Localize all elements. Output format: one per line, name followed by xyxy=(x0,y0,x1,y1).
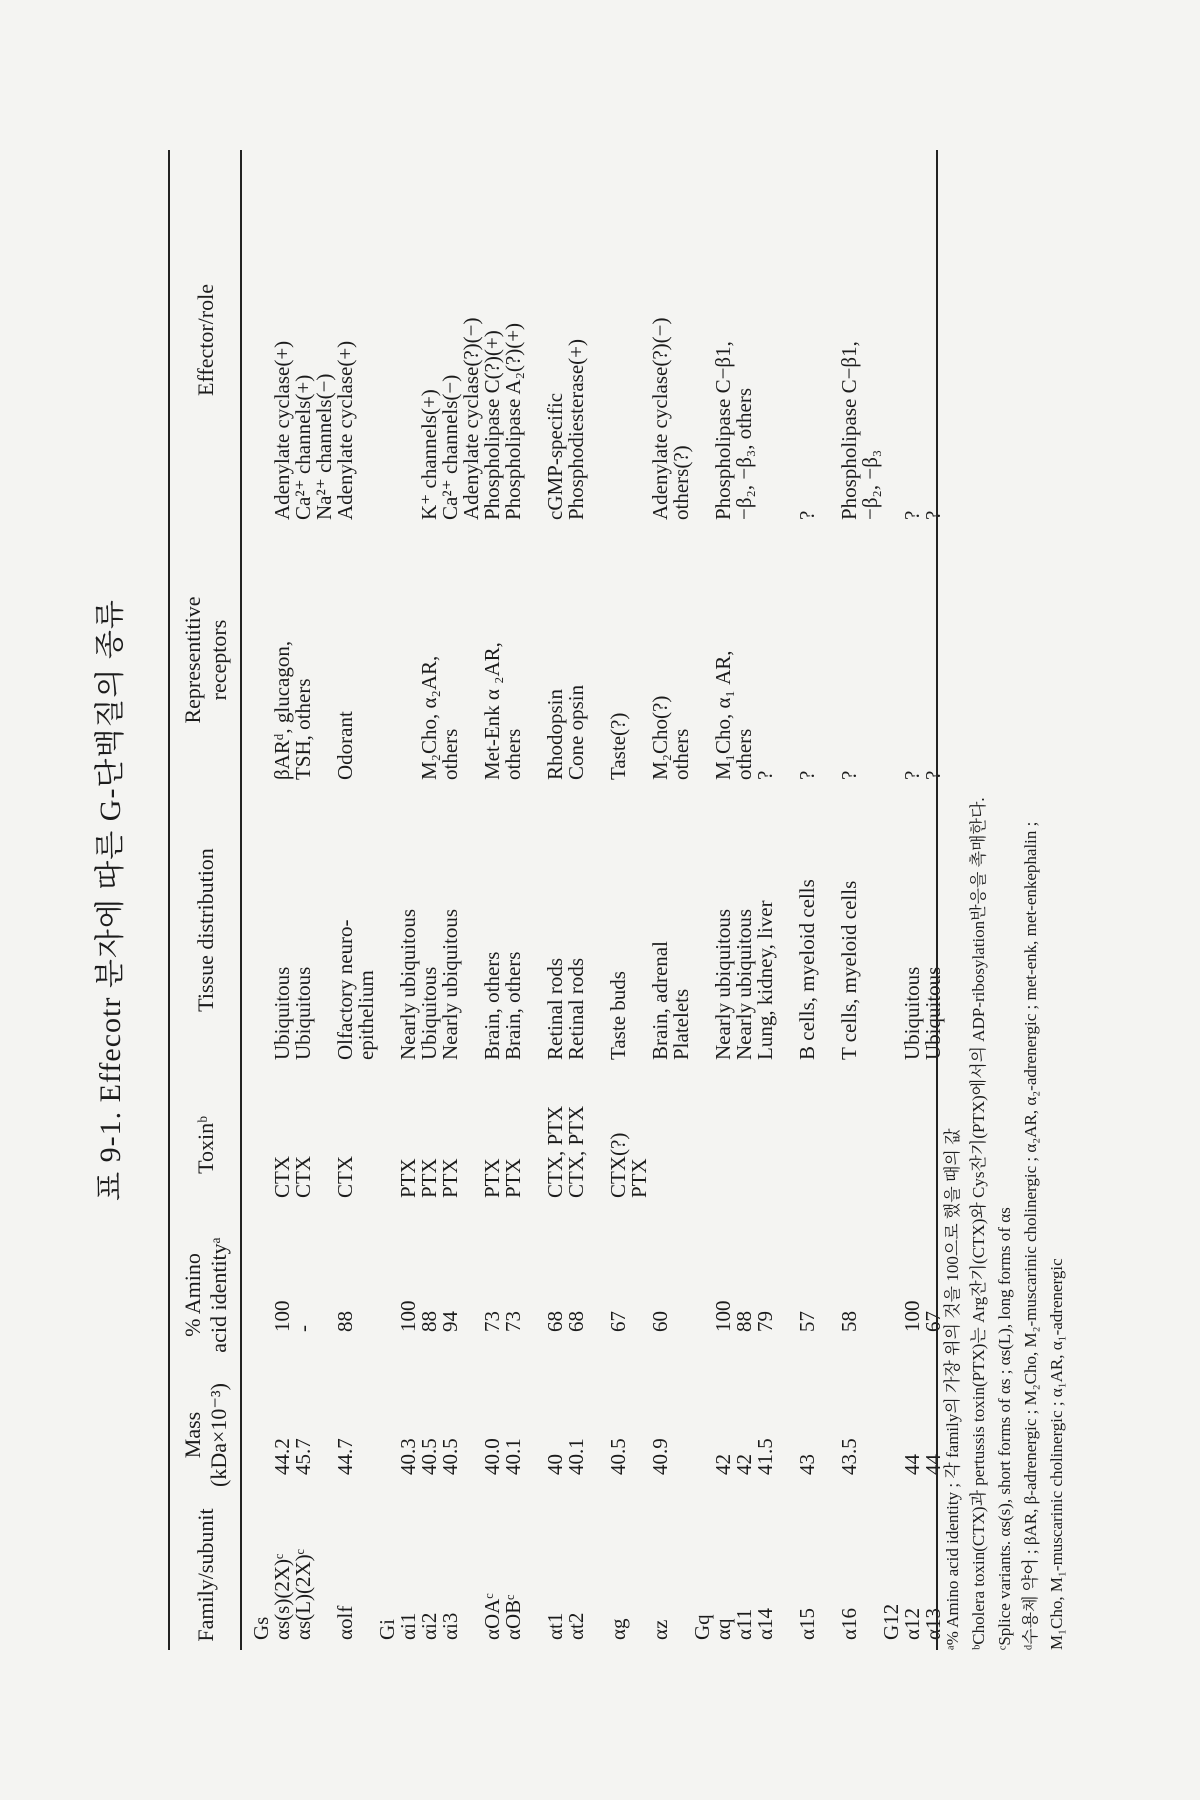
cell-mass: 44 xyxy=(900,1454,924,1475)
cell-effector: Phospholipase C−β1, xyxy=(837,341,861,520)
cell-identity: 88 xyxy=(732,1311,756,1332)
cell-toxin: CTX xyxy=(333,1156,357,1198)
cell-receptors: others xyxy=(438,728,462,780)
cell-tissue: Ubiquitous xyxy=(417,966,441,1060)
cell-family: α11 xyxy=(732,1608,756,1640)
cell-tissue: Ubiquitous xyxy=(921,966,945,1060)
cell-effector: −β₂, −β₃ xyxy=(858,449,882,520)
cell-family: αi3 xyxy=(438,1612,462,1640)
cell-toxin: CTX, PTX xyxy=(564,1105,588,1198)
cell-identity: - xyxy=(291,1325,315,1332)
cell-tissue: B cells, myeloid cells xyxy=(795,879,819,1060)
cell-receptors: ? xyxy=(837,770,861,780)
cell-receptors: Taste(?) xyxy=(606,712,630,780)
cell-identity: 68 xyxy=(543,1311,567,1332)
cell-mass: 40.0 xyxy=(480,1438,504,1475)
rotated-table-block xyxy=(80,150,1080,1650)
cell-effector: others(?) xyxy=(669,445,693,520)
cell-family: α14 xyxy=(753,1607,777,1640)
header-receptors-line2: receptors xyxy=(206,619,231,701)
cell-identity: 67 xyxy=(606,1311,630,1332)
cell-identity: 88 xyxy=(333,1311,357,1332)
cell-effector: Phospholipase C−β1, xyxy=(711,341,735,520)
cell-tissue: Nearly ubiquitous xyxy=(711,908,735,1060)
cell-tissue: Ubiquitous xyxy=(270,966,294,1060)
cell-toxin: CTX, PTX xyxy=(543,1105,567,1198)
cell-identity: 88 xyxy=(417,1311,441,1332)
cell-family: Gs xyxy=(249,1616,273,1640)
cell-tissue: Ubiquitous xyxy=(900,966,924,1060)
cell-receptors: βARᵈ, glucagon, xyxy=(270,640,294,780)
cell-mass: 44.2 xyxy=(270,1438,294,1475)
cell-toxin: CTX xyxy=(291,1156,315,1198)
cell-effector: ? xyxy=(900,510,924,520)
cell-tissue: Nearly ubiquitous xyxy=(396,908,420,1060)
header-amino-line1: % Amino xyxy=(180,1253,205,1337)
cell-effector: −β₂, −β₃, others xyxy=(732,387,756,520)
table-caption: 표 9-1. Effecotr 분자에 따른 G-단백질의 종류 xyxy=(94,599,127,1201)
cell-receptors: Met-Enk α ₂AR, xyxy=(480,642,504,780)
header-effector: Effector/role xyxy=(193,284,218,396)
cell-family: αq xyxy=(711,1618,735,1640)
cell-receptors: ? xyxy=(795,770,819,780)
cell-identity: 100 xyxy=(270,1300,294,1332)
header-amino xyxy=(180,1220,232,1370)
cell-effector: Na²⁺ channels(−) xyxy=(312,373,336,520)
cell-effector: ? xyxy=(795,510,819,520)
cell-family: αOAᶜ xyxy=(480,1593,504,1640)
cell-receptors: others xyxy=(669,728,693,780)
cell-mass: 42 xyxy=(711,1454,735,1475)
cell-toxin: PTX xyxy=(438,1158,462,1198)
cell-mass: 40.3 xyxy=(396,1438,420,1475)
header-mass-line1: Mass xyxy=(180,1411,205,1459)
cell-family: α13 xyxy=(921,1607,945,1640)
header-tissue: Tissue distribution xyxy=(193,848,218,1012)
header-amino-line2: acid identityᵃ xyxy=(206,1237,231,1353)
cell-family: α16 xyxy=(837,1607,861,1640)
cell-receptors: ? xyxy=(900,770,924,780)
cell-family: αs(s)(2X)ᶜ xyxy=(270,1553,294,1640)
cell-identity: 73 xyxy=(480,1311,504,1332)
cell-family: Gi xyxy=(375,1619,399,1640)
footnote-b: ᵇCholera toxin(CTX)과 pertussis toxin(PTX)는 Arg잔기(CTX)와 Cys잔기(PTX)에서의 ADP-ribosylation반응을 촉매한다. xyxy=(969,797,988,1650)
cell-toxin: PTX xyxy=(627,1158,651,1198)
cell-tissue: Brain, adrenal xyxy=(648,941,672,1060)
cell-mass: 40.9 xyxy=(648,1438,672,1475)
cell-tissue: Lung, kidney, liver xyxy=(753,900,777,1060)
bottom-rule xyxy=(936,150,938,1650)
cell-mass: 44 xyxy=(921,1454,945,1475)
cell-identity: 94 xyxy=(438,1311,462,1332)
header-family: Family/subunit xyxy=(193,1508,218,1642)
cell-identity: 79 xyxy=(753,1311,777,1332)
cell-toxin: CTX(?) xyxy=(606,1132,630,1198)
cell-family: α15 xyxy=(795,1607,819,1640)
cell-identity: 68 xyxy=(564,1311,588,1332)
cell-receptors: Rhodopsin xyxy=(543,688,567,780)
footnote-c: ᶜSplice variants. αs(s), short forms of αs ; αs(L), long forms of αs xyxy=(995,1207,1014,1650)
cell-family: αs(L)(2X)ᶜ xyxy=(291,1548,315,1640)
header-toxin: Toxinᵇ xyxy=(193,1116,218,1174)
cell-tissue: Nearly ubiquitous xyxy=(732,908,756,1060)
cell-receptors: Odorant xyxy=(333,711,357,780)
cell-mass: 45.7 xyxy=(291,1438,315,1475)
cell-effector: ? xyxy=(921,510,945,520)
cell-identity: 67 xyxy=(921,1311,945,1332)
cell-effector: Adenylate cyclase(+) xyxy=(270,340,294,520)
cell-receptors: M₂Cho, α₂AR, xyxy=(417,655,441,780)
cell-identity: 100 xyxy=(900,1300,924,1332)
cell-mass: 40.1 xyxy=(564,1438,588,1475)
cell-effector: Ca²⁺ channels(+) xyxy=(291,374,315,520)
cell-tissue: epithelium xyxy=(354,970,378,1060)
cell-family: αt2 xyxy=(564,1612,588,1640)
cell-family: αi2 xyxy=(417,1612,441,1640)
cell-mass: 40.5 xyxy=(606,1438,630,1475)
cell-tissue: Ubiquitous xyxy=(291,966,315,1060)
cell-effector: Adenylate cyclase(?)(−) xyxy=(648,317,672,520)
cell-identity: 58 xyxy=(837,1311,861,1332)
cell-receptors: others xyxy=(501,728,525,780)
cell-effector: Phospholipase C(?)(+) xyxy=(480,330,504,520)
cell-receptors: M₁Cho, α₁ AR, xyxy=(711,650,735,780)
header-mass xyxy=(180,1370,232,1500)
cell-family: αolf xyxy=(333,1605,357,1640)
cell-tissue: T cells, myeloid cells xyxy=(837,880,861,1060)
cell-effector: cGMP-specific xyxy=(543,392,567,520)
cell-family: αi1 xyxy=(396,1612,420,1640)
cell-family: αg xyxy=(606,1618,630,1640)
cell-effector: Phospholipase A₂(?)(+) xyxy=(501,322,525,520)
cell-family: αz xyxy=(648,1619,672,1640)
cell-mass: 40.5 xyxy=(417,1438,441,1475)
cell-identity: 73 xyxy=(501,1311,525,1332)
cell-tissue: Brain, others xyxy=(480,951,504,1060)
cell-tissue: Brain, others xyxy=(501,951,525,1060)
cell-mass: 40.1 xyxy=(501,1438,525,1475)
cell-tissue: Retinal rods xyxy=(543,957,567,1060)
cell-family: Gq xyxy=(690,1614,714,1640)
cell-mass: 44.7 xyxy=(333,1438,357,1475)
cell-toxin: PTX xyxy=(480,1158,504,1198)
cell-toxin: PTX xyxy=(396,1158,420,1198)
cell-family: α12 xyxy=(900,1607,924,1640)
cell-effector: K⁺ channels(+) xyxy=(417,389,441,520)
cell-identity: 100 xyxy=(396,1300,420,1332)
cell-toxin: PTX xyxy=(417,1158,441,1198)
cell-tissue: Retinal rods xyxy=(564,957,588,1060)
cell-receptors: Cone opsin xyxy=(564,684,588,780)
cell-tissue: Platelets xyxy=(669,988,693,1060)
header-receptors-line1: Representitive xyxy=(180,596,205,724)
cell-tissue: Taste buds xyxy=(606,971,630,1060)
cell-family: αOBᶜ xyxy=(501,1594,525,1640)
cell-family: G12 xyxy=(879,1603,903,1640)
cell-mass: 40 xyxy=(543,1454,567,1475)
footnote-a: ᵃ% Amino acid identity ; 각 family의 가장 위의 것을 100으로 했을 때의 값 xyxy=(943,1128,962,1650)
header-receptors xyxy=(180,530,232,790)
cell-receptors: M₂Cho(?) xyxy=(648,695,672,780)
cell-identity: 100 xyxy=(711,1300,735,1332)
cell-identity: 57 xyxy=(795,1311,819,1332)
header-mass-line2: (kDa×10⁻³) xyxy=(206,1383,231,1487)
cell-identity: 60 xyxy=(648,1311,672,1332)
cell-mass: 41.5 xyxy=(753,1438,777,1475)
cell-effector: Adenylate cyclase(?)(−) xyxy=(459,317,483,520)
cell-receptors: ? xyxy=(753,770,777,780)
footnote-d-cont: M₁Cho, M₁-muscarinic cholinergic ; α₁AR, α₁-adrenergic xyxy=(1047,1258,1066,1650)
cell-receptors: others xyxy=(732,728,756,780)
cell-receptors: ? xyxy=(921,770,945,780)
footnote-d: ᵈ수용체 약어 ; βAR, β-adrenergic ; M₂Cho, M₂-muscarinic cholinergic ; α₂AR, α₂-adrenergic ; met-enk, met-enkephalin ; xyxy=(1021,821,1040,1650)
cell-toxin: PTX xyxy=(501,1158,525,1198)
cell-effector: Adenylate cyclase(+) xyxy=(333,340,357,520)
cell-mass: 43 xyxy=(795,1454,819,1475)
cell-effector: Phosphodiesterase(+) xyxy=(564,339,588,520)
cell-mass: 40.5 xyxy=(438,1438,462,1475)
cell-mass: 42 xyxy=(732,1454,756,1475)
cell-mass: 43.5 xyxy=(837,1438,861,1475)
header-rule xyxy=(240,150,242,1650)
cell-receptors: TSH, others xyxy=(291,678,315,780)
top-rule xyxy=(168,150,170,1650)
cell-tissue: Olfactory neuro- xyxy=(333,919,357,1060)
cell-effector: Ca²⁺ channels(−) xyxy=(438,374,462,520)
cell-family: αt1 xyxy=(543,1612,567,1640)
cell-toxin: CTX xyxy=(270,1156,294,1198)
footnotes xyxy=(940,150,1070,1650)
cell-tissue: Nearly ubiquitous xyxy=(438,908,462,1060)
